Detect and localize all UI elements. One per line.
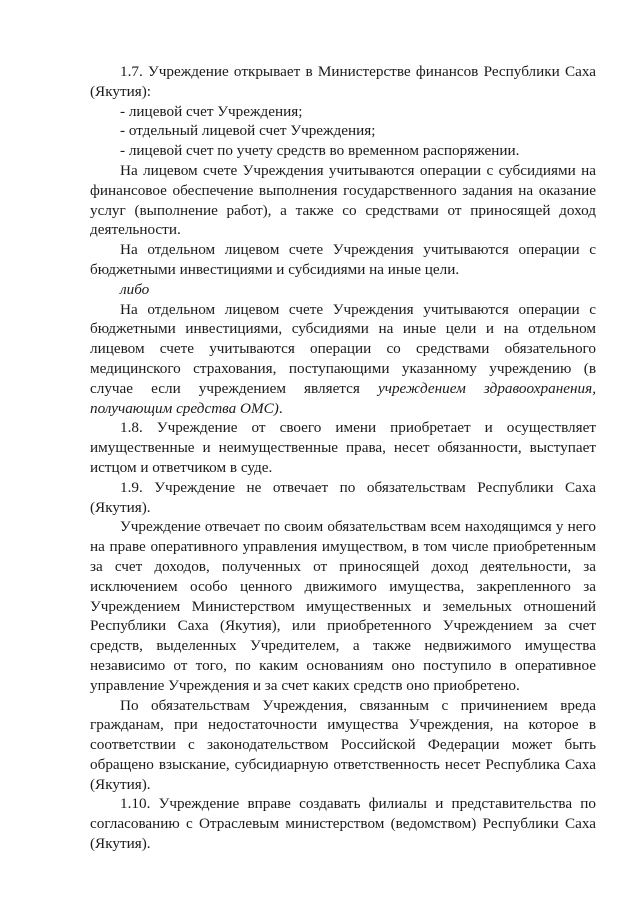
paragraph-1-9: 1.9. Учреждение не отвечает по обязательствам Республики Саха (Якутия).: [90, 478, 596, 516]
list-item-separate-account: - отдельный лицевой счет Учреждения;: [120, 122, 376, 140]
paragraph-1-8: 1.8. Учреждение от своего имени приобретает и осуществляет имущественные и неимущественные права, несет обязанности, выступает истцом и ответчиком в суде.: [90, 419, 596, 476]
paragraph-subsidiary-liability: По обязательствам Учреждения, связанным с причинением вреда гражданам, при недостаточности имущества Учреждения, на которое в соответствии с законодательством Российской Федерации может быть обращено взыскание, субсидиарную ответственность несет Республика Саха (Якутия).: [90, 696, 596, 793]
paragraph-1-7: 1.7. Учреждение открывает в Министерстве финансов Республики Саха (Якутия):: [90, 63, 596, 100]
paragraph-separate-account-alt: [90, 300, 596, 419]
paragraph-separate-account-operations: На отдельном лицевом счете Учреждения учитываются операции с бюджетными инвестициями и субсидиями на иные цели.: [90, 241, 596, 278]
alternative-word: либо: [120, 280, 150, 298]
paragraph-liability: Учреждение отвечает по своим обязательствам всем находящимся у него на праве оперативного управления имуществом, в том числе приобретенным за счет доходов, полученных от приносящей доход деятельности, за исключением особо ценного движимого имущества, закрепленного за Учреждением Министерством имущественных и земельных отношений Республики Саха (Якутия), или приобретенного Учреждением за счет средств, выделенных Учредителем, а также недвижимого имущества независимо от того, по каким основаниям оно поступило в оперативное управление Учреждения и за счет каких средств оно приобретено.: [90, 518, 596, 694]
list-item-temporary-funds-account: - лицевой счет по учету средств во временном распоряжении.: [120, 142, 520, 160]
paragraph-1-10: 1.10. Учреждение вправе создавать филиалы и представительства по согласованию с Отраслевым министерством (ведомством) Республики Саха (Якутия).: [90, 795, 596, 853]
paragraph-alt-italic-text: учреждением здравоохранения, получающим средства ОМС): [90, 379, 596, 417]
paragraph-alt-main-text: На отдельном лицевом счете Учреждения учитываются операции с бюджетными инвестициями, субсидиями на иные цели и на отдельном лицевом счете учитываются операции со средствами обязательного медицинского страхования, поступающими указанному учреждению (в случае если учреждением является: [90, 300, 596, 397]
paragraph-alt-end: .: [278, 399, 283, 417]
paragraph-personal-account-operations: На лицевом счете Учреждения учитываются операции с субсидиями на финансовое обеспечение выполнения государственного задания на оказание услуг (выполнение работ), а также со средствами от приносящей доход деятельности.: [90, 161, 596, 239]
document-page: [90, 62, 596, 854]
list-item-personal-account: - лицевой счет Учреждения;: [120, 102, 303, 120]
